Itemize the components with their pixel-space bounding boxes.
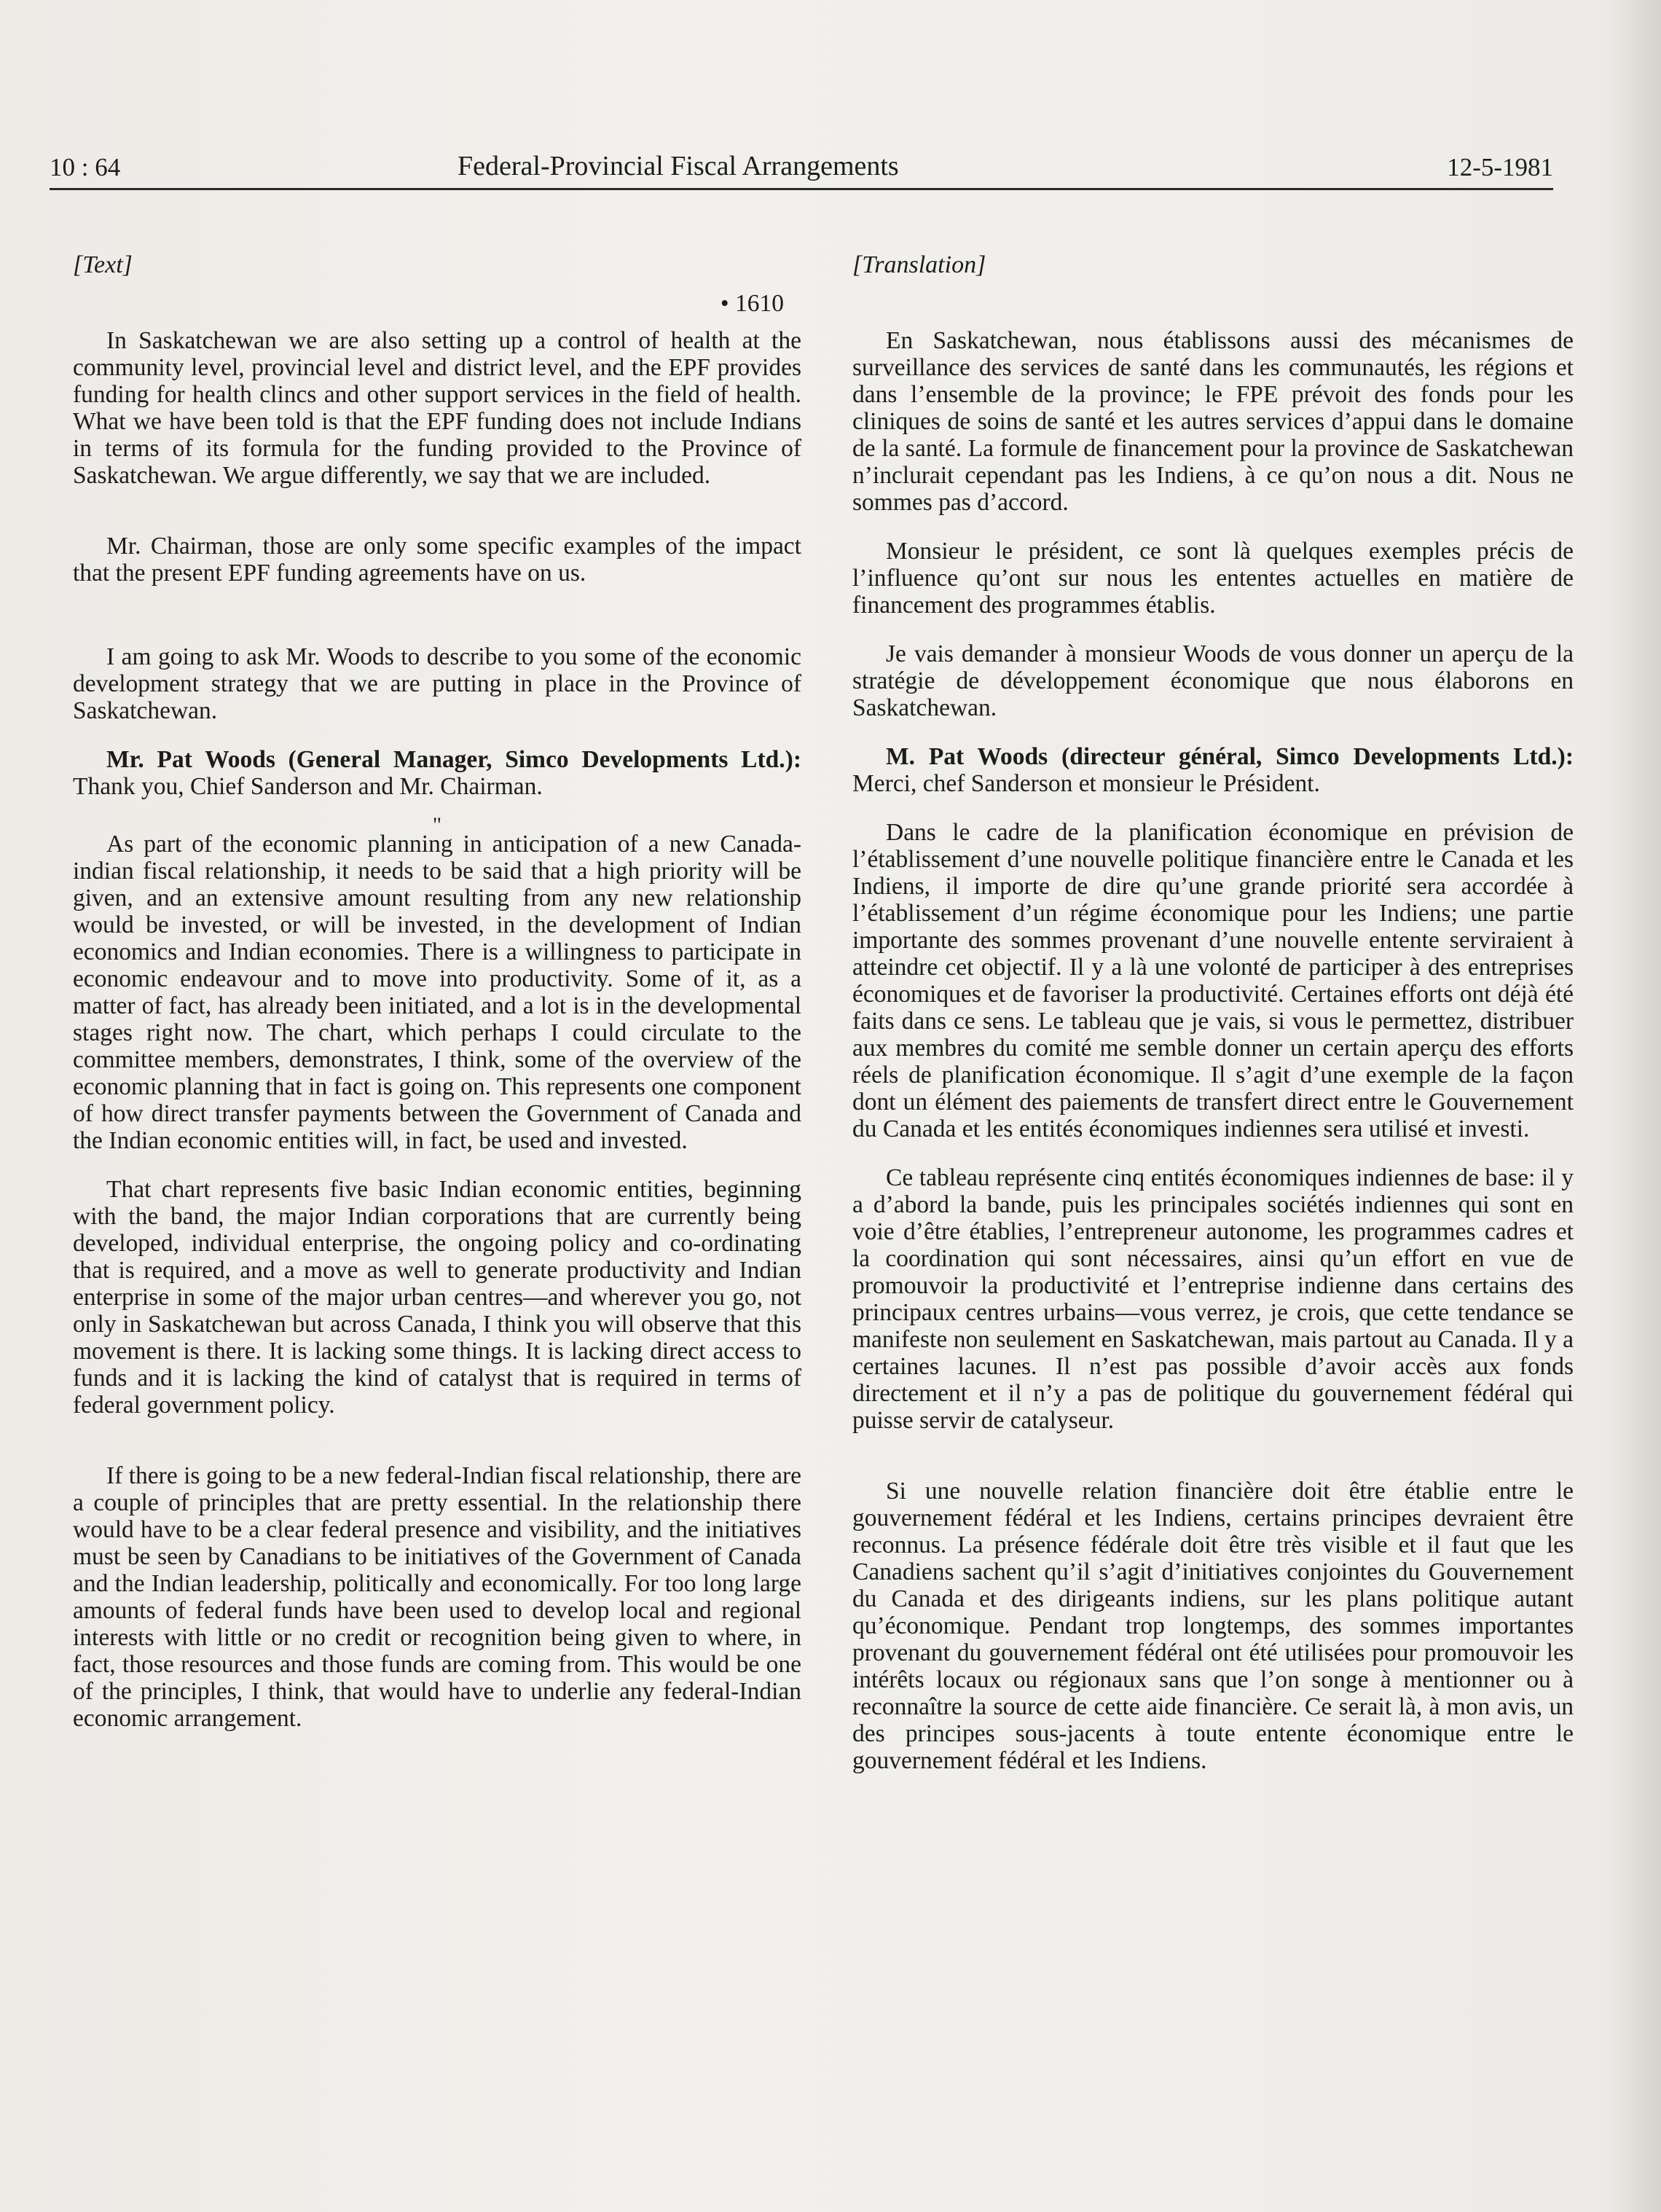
paragraph-fr-6: Ce tableau représente cinq entités économiques indiennes de base: il y a d’abord la bande, puis les principales sociétés indiennes qui sont en voie d’être établies, l’entrepreneur autonome, les programmes cadres et la coordination qui sont nécessaires, ainsi qu’un effort en vue de promouvoir la productivité et l’entreprise indienne dans certains des principaux centres urbains—vous verrez, je crois, que cette tendance se manifeste non seulement en Saskatchewan, mais partout au Canada. Il y a certaines lacunes. Il n’est pas possible d’avoir accès aux fonds directement et il n’y a pas de politique du gouvernement fédéral qui puisse servir de catalyseur. (852, 1164, 1574, 1434)
speaker-paragraph-fr (852, 743, 1574, 797)
speaker-name-en: Mr. Pat Woods (General Manager, Simco Developments Ltd.): (106, 746, 801, 773)
french-column (852, 251, 1574, 1796)
running-title: Federal-Provincial Fiscal Arrangements (458, 151, 899, 181)
quote-mark: " (432, 813, 442, 837)
paragraph-fr-1: En Saskatchewan, nous établissons aussi des mécanismes de surveillance des services de santé dans les communautés, les régions et dans l’ensemble de la province; le FPE prévoit des fonds pour les cliniques de soins de santé et les autres services d’appui dans le domaine de la santé. La formule de financement pour la province de Saskatchewan n’inclurait cependant pas les Indiens, à ce qu’on nous a dit. Nous ne sommes pas d’accord. (852, 327, 1574, 516)
header-date: 12-5-1981 (1447, 153, 1553, 181)
speaker-name-fr: M. Pat Woods (directeur général, Simco Developments Ltd.): (886, 743, 1574, 770)
speaker-text-fr: Merci, chef Sanderson et monsieur le Président. (852, 770, 1320, 797)
translation-tag: [Translation] (852, 251, 986, 278)
english-column (73, 251, 801, 1754)
page-number: 10 : 64 (50, 153, 121, 181)
paragraph-en-2: Mr. Chairman, those are only some specific examples of the impact that the present EPF funding agreements have on us. (73, 533, 801, 587)
paragraph-fr-7: Si une nouvelle relation financière doit être établie entre le gouvernement fédéral et les Indiens, certains principes devraient être reconnus. La présence fédérale doit être très visible et il faut que les Canadiens sachent qu’il s’agit d’initiatives conjointes du Gouvernement du Canada et des dirigeants indiens, sur les plans politique autant qu’économique. Pendant trop longtemps, des sommes importantes provenant du gouvernement fédéral ont été utilisées pour promouvoir les intérêts locaux ou régionaux sans que l’on songe à mentionner ou à reconnaître la source de cette aide financière. Ce serait là, à mon avis, un des principes sous-jacents à toute entente économique entre le gouvernement fédéral et les Indiens. (852, 1478, 1574, 1774)
text-tag: [Text] (73, 251, 133, 278)
paragraph-fr-2: Monsieur le président, ce sont là quelques exemples précis de l’influence qu’ont sur nous les ententes actuelles en matière de financement des programmes établis. (852, 538, 1574, 619)
paragraph-en-7: If there is going to be a new federal-Indian fiscal relationship, there are a couple of principles that are pretty essential. In the relationship there would have to be a clear federal presence and visibility, and the initiatives must be seen by Canadians to be initiatives of the Government of Canada and the Indian leadership, politically and economically. For too long large amounts of federal funds have been used to develop local and regional interests with little or no credit or recognition being given to where, in fact, those resources and those funds are coming from. This would be one of the principles, I think, that would have to underlie any federal-Indian economic arrangement. (73, 1462, 801, 1732)
paragraph-en-1: In Saskatchewan we are also setting up a control of health at the community level, provincial level and district level, and the EPF provides funding for health clincs and other support services in the field of health. What we have been told is that the EPF funding does not include Indians in terms of its formula for the funding provided to the Province of Saskatchewan. We argue differently, we say that we are included. (73, 327, 801, 489)
paragraph-fr-3: Je vais demander à monsieur Woods de vous donner un aperçu de la stratégie de développement économique que nous élaborons en Saskatchewan. (852, 640, 1574, 721)
page-edge-shadow (1610, 0, 1661, 2212)
speaker-text-en: Thank you, Chief Sanderson and Mr. Chairman. (73, 773, 543, 800)
paragraph-fr-5: Dans le cadre de la planification économique en prévision de l’établissement d’une nouvelle politique financière entre le Canada et les Indiens, il importe de dire qu’une grande priorité sera accordée à l’établissement d’un régime économique pour les Indiens; une partie importante des sommes provenant d’une nouvelle entente serviraient à atteindre cet objectif. Il y a là une volonté de participer à des entreprises économiques et de favoriser la productivité. Certaines efforts ont déjà été faits dans ce sens. Le tableau que je vais, si vous le permettez, distribuer aux membres du comité me semble donner un certain aperçu des efforts réels de planification économique. Il s’agit d’une exemple de la façon dont un élément des paiements de transfert direct entre le Gouvernement du Canada et les entités économiques indiennes sera utilisé et investi. (852, 819, 1574, 1142)
speaker-paragraph-en (73, 746, 801, 800)
paragraph-en-6: That chart represents five basic Indian economic entities, beginning with the band, the major Indian corporations that are currently being developed, individual enterprise, the ongoing policy and co-ordinating that is required, and a move as well to generate productivity and Indian enterprise in some of the major urban centres—and wherever you go, not only in Saskatchewan but across Canada, I think you will observe that this movement is there. It is lacking some things. It is lacking direct access to funds and it is lacking the kind of catalyst that is required in terms of federal government policy. (73, 1176, 801, 1419)
page-header (50, 143, 1553, 190)
time-marker: • 1610 (720, 290, 784, 317)
paragraph-en-3: I am going to ask Mr. Woods to describe to you some of the economic development strategy that we are putting in place in the Province of Saskatchewan. (73, 643, 801, 724)
paragraph-en-5: As part of the economic planning in anticipation of a new Canada-indian fiscal relationship, it needs to be said that a high priority will be given, and an extensive amount resulting from any new relationship would be invested, or will be invested, in the development of Indian economics and Indian economies. There is a willingness to participate in economic endeavour and to move into productivity. Some of it, as a matter of fact, has already been initiated, and a lot is in the developmental stages right now. The chart, which perhaps I could circulate to the committee members, demonstrates, I think, some of the overview of the economic planning that in fact is going on. This represents one component of how direct transfer payments between the Government of Canada and the Indian economic entities will, in fact, be used and invested. (73, 831, 801, 1154)
